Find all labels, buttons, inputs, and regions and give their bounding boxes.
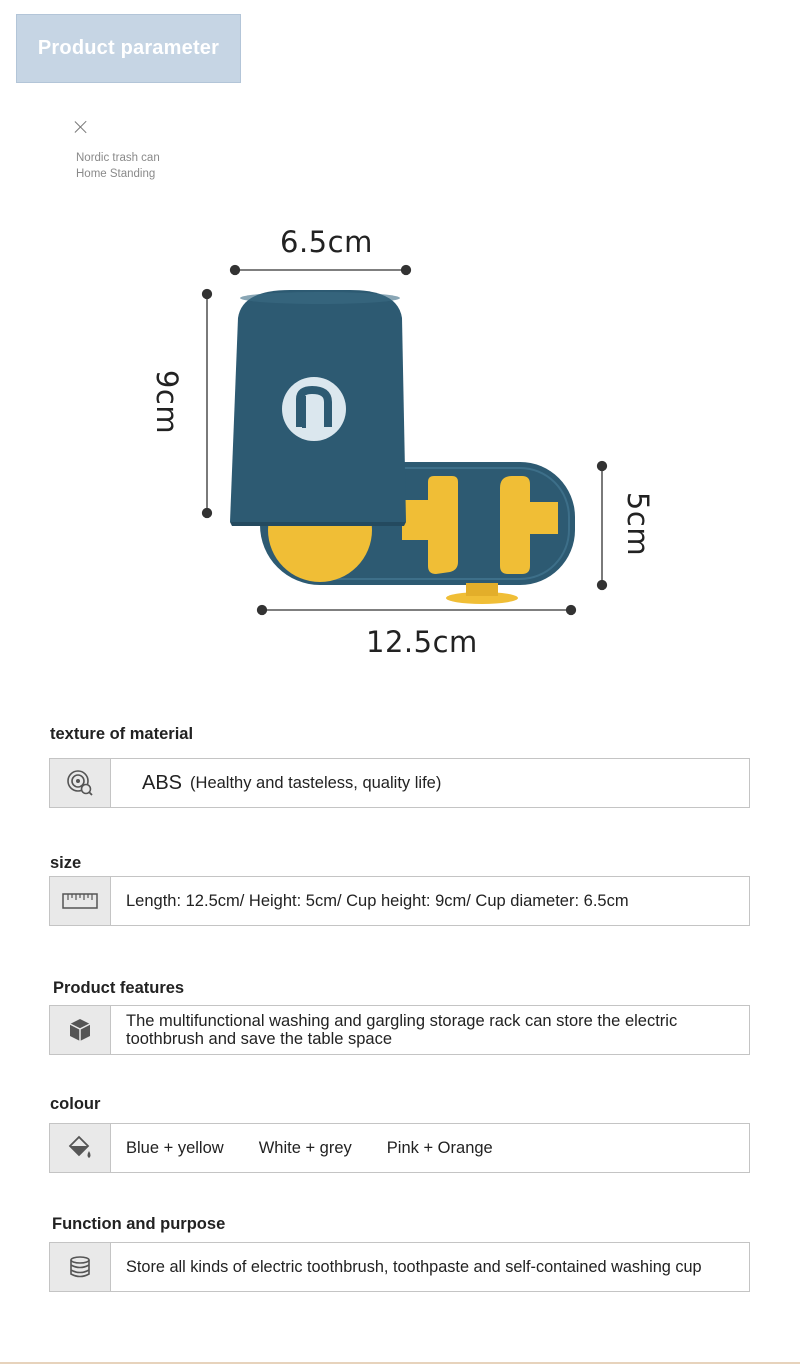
features-description: The multifunctional washing and gargling storage rack can store the electric toothbrush and save the table space	[126, 1012, 678, 1048]
size-row	[49, 876, 750, 926]
product-figure	[140, 215, 680, 665]
ruler-icon	[50, 877, 111, 925]
cup	[230, 290, 406, 526]
features-section-title: Product features	[53, 979, 185, 997]
target-search-icon	[50, 759, 111, 807]
dimension-top-label: 6.5cm	[280, 225, 373, 259]
cube-icon	[50, 1006, 111, 1054]
material-abs: ABS	[142, 771, 183, 794]
function-section-title: Function and purpose	[52, 1215, 226, 1233]
paint-bucket-icon	[50, 1124, 111, 1172]
material-section-title: texture of material	[50, 725, 194, 743]
colour-section-title: colour	[50, 1095, 101, 1113]
colour-row	[49, 1123, 750, 1173]
header-title: Product parameter	[37, 37, 220, 59]
function-row	[49, 1242, 750, 1292]
features-row	[49, 1005, 750, 1055]
material-description: (Healthy and tasteless, quality life)	[190, 773, 442, 792]
colour-option-1: Blue + yellow	[126, 1138, 224, 1157]
dimension-right-label: 5cm	[621, 491, 656, 557]
product-illustration	[140, 215, 680, 665]
bottom-divider	[0, 1362, 800, 1364]
size-section-title: size	[50, 854, 82, 872]
dimension-bottom-label: 12.5cm	[366, 625, 478, 659]
colour-option-2: White + grey	[258, 1138, 352, 1157]
function-description: Store all kinds of electric toothbrush, toothpaste and self-contained washing cup	[126, 1257, 702, 1276]
size-description: Length: 12.5cm/ Height: 5cm/ Cup height: 9cm/ Cup diameter: 6.5cm	[126, 891, 629, 910]
dimension-left-label: 9cm	[150, 369, 185, 435]
stack-icon	[50, 1243, 111, 1291]
colour-option-3: Pink + Orange	[386, 1138, 493, 1157]
material-row	[49, 758, 750, 808]
header-banner	[16, 14, 241, 83]
subtitle-line-2: Home Standing	[76, 168, 156, 180]
close-icon[interactable]	[74, 120, 88, 134]
subtitle-line-1: Nordic trash can	[76, 152, 160, 164]
